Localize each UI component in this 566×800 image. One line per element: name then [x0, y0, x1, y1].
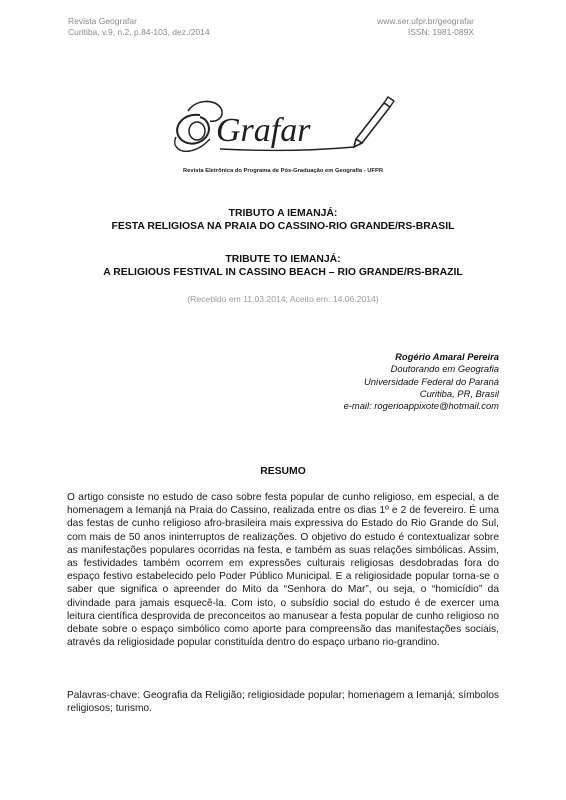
author-email[interactable]: e-mail: rogerioappixote@hotmail.com: [343, 400, 499, 412]
journal-header-right: [362, 16, 474, 38]
logo-caption: Revista Eletrônica do Programa de Pós-Graduação em Geografia - UFPR: [182, 168, 384, 174]
keywords: Palavras-chave: Geografia da Religião; religiosidade popular; homenagem a Iemanjá; símbolos religiosos; turismo.: [67, 690, 499, 715]
author-name: Rogério Amaral Pereira: [395, 351, 499, 362]
logo-wordmark: Grafar: [216, 112, 311, 149]
journal-header: [68, 16, 210, 38]
author-location: Curitiba, PR, Brasil: [419, 387, 499, 399]
title-pt-line1: TRIBUTO A IEMANJÁ:: [228, 208, 338, 219]
title-portuguese: [0, 208, 566, 233]
journal-citation: Curitiba, v.9, n.2, p.84-103, dez./2014: [68, 27, 210, 37]
author-role: Doutorando em Geografia: [390, 363, 499, 375]
title-en-line2: A RELIGIOUS FESTIVAL IN CASSINO BEACH – RIO GRANDE/RS-BRAZIL: [103, 266, 463, 278]
resumo-heading: RESUMO: [260, 466, 306, 477]
title-pt-line2: FESTA RELIGIOSA NA PRAIA DO CASSINO-RIO GRANDE/RS-BRASIL: [111, 220, 455, 232]
author-block: [344, 351, 499, 412]
title-english: [0, 254, 566, 279]
journal-name: Revista Geografar: [68, 16, 137, 26]
journal-issn: ISSN: 1981-089X: [407, 27, 474, 37]
abstract-text: O artigo consiste no estudo de caso sobre festa popular de cunho religioso, em especial, a de homenagem a Iemanjá na Praia do Cassino, realizada entre os dias 1º e 2 de fevereiro. É uma das festas de cunho religioso afro-brasileira mais expressiva do Estado do Rio Grande do Sul, com mais de 50 anos ininterruptos de realizações. O objetivo do estudo é contextualizar sobre as manifestações populares ocorridas na festa, e também as suas relações simbólicas. Assim, as festividades também ocorrem em expressões culturais religiosas desdobradas fora do espaço festivo estabelecido pelo Poder Público Municipal. E a religiosidade popular torna-se o saber que significa o apreender do Mito da “Senhora do Mar”, ou seja, o “homicídio” da divindade para jamais esquecê-la. Com isto, o subsídio social do estudo é de exercer uma leitura científica desprovida de preconceitos ao manusear a festa popular de cunho religioso no debate sobre o espaço simbólico como aporte para compreensão das manifestações sociais, através da religiosidade popular constituída dentro do espaço urbano rio-grandino.: [67, 492, 499, 649]
author-institution: Universidade Federal do Paraná: [364, 375, 499, 387]
received-dates: (Recebido em 11.03.2014; Aceito em: 14.06.2014): [187, 294, 379, 304]
geografar-logo: [170, 93, 400, 159]
title-en-line1: TRIBUTE TO IEMANJÁ:: [225, 254, 341, 265]
pen-icon: [356, 103, 390, 143]
journal-url[interactable]: www.ser.ufpr.br/geografar: [377, 16, 474, 26]
